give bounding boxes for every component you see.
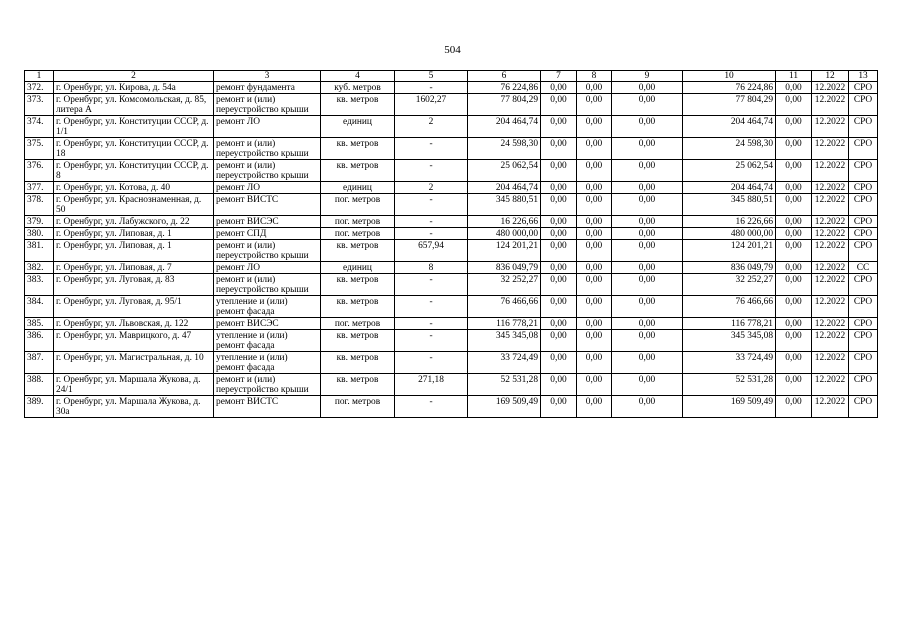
address-cell: г. Оренбург, ул. Луговая, д. 83 bbox=[54, 274, 214, 296]
work-type-cell: ремонт и (или) переустройство крыши bbox=[214, 138, 321, 160]
column-number-header: 13 bbox=[849, 71, 878, 82]
funding-method-cell: СРО bbox=[849, 138, 878, 160]
quantity-cell: - bbox=[395, 330, 468, 352]
cost-column-10-cell: 76 466,66 bbox=[683, 296, 776, 318]
quantity-cell: - bbox=[395, 352, 468, 374]
deadline-cell: 12.2022 bbox=[812, 138, 849, 160]
cost-column-10-cell: 169 509,49 bbox=[683, 396, 776, 418]
row-number: 387. bbox=[25, 352, 54, 374]
cost-column-11-cell: 0,00 bbox=[776, 352, 812, 374]
cost-column-7-cell: 0,00 bbox=[541, 240, 577, 262]
total-cost-cell: 76 466,66 bbox=[468, 296, 541, 318]
row-number: 374. bbox=[25, 116, 54, 138]
cost-column-9-cell: 0,00 bbox=[612, 216, 683, 228]
cost-column-9-cell: 0,00 bbox=[612, 262, 683, 274]
row-number: 381. bbox=[25, 240, 54, 262]
table-row bbox=[25, 352, 878, 374]
table-row bbox=[25, 160, 878, 182]
column-number-header: 6 bbox=[468, 71, 541, 82]
work-type-cell: ремонт и (или) переустройство крыши bbox=[214, 274, 321, 296]
cost-column-7-cell: 0,00 bbox=[541, 262, 577, 274]
cost-column-9-cell: 0,00 bbox=[612, 352, 683, 374]
funding-method-cell: СРО bbox=[849, 82, 878, 94]
row-number: 375. bbox=[25, 138, 54, 160]
quantity-cell: 2 bbox=[395, 182, 468, 194]
cost-column-7-cell: 0,00 bbox=[541, 138, 577, 160]
cost-column-8-cell: 0,00 bbox=[577, 330, 612, 352]
work-type-cell: ремонт ЛО bbox=[214, 262, 321, 274]
total-cost-cell: 345 880,51 bbox=[468, 194, 541, 216]
work-type-cell: ремонт фундамента bbox=[214, 82, 321, 94]
work-type-cell: утепление и (или) ремонт фасада bbox=[214, 330, 321, 352]
work-type-cell: ремонт ЛО bbox=[214, 182, 321, 194]
column-number-header: 8 bbox=[577, 71, 612, 82]
address-cell: г. Оренбург, ул. Луговая, д. 95/1 bbox=[54, 296, 214, 318]
row-number: 372. bbox=[25, 82, 54, 94]
cost-column-7-cell: 0,00 bbox=[541, 182, 577, 194]
address-cell: г. Оренбург, ул. Львовская, д. 122 bbox=[54, 318, 214, 330]
cost-column-11-cell: 0,00 bbox=[776, 296, 812, 318]
deadline-cell: 12.2022 bbox=[812, 160, 849, 182]
cost-column-11-cell: 0,00 bbox=[776, 374, 812, 396]
work-type-cell: ремонт ВИСТС bbox=[214, 194, 321, 216]
table-row bbox=[25, 116, 878, 138]
work-type-cell: ремонт ВИСТС bbox=[214, 396, 321, 418]
total-cost-cell: 836 049,79 bbox=[468, 262, 541, 274]
total-cost-cell: 16 226,66 bbox=[468, 216, 541, 228]
cost-column-8-cell: 0,00 bbox=[577, 94, 612, 116]
row-number: 380. bbox=[25, 228, 54, 240]
address-cell: г. Оренбург, ул. Липовая, д. 7 bbox=[54, 262, 214, 274]
funding-method-cell: СРО bbox=[849, 296, 878, 318]
row-number: 383. bbox=[25, 274, 54, 296]
address-cell: г. Оренбург, ул. Маврицкого, д. 47 bbox=[54, 330, 214, 352]
deadline-cell: 12.2022 bbox=[812, 330, 849, 352]
column-number-header: 3 bbox=[214, 71, 321, 82]
cost-column-7-cell: 0,00 bbox=[541, 160, 577, 182]
unit-cell: кв. метров bbox=[321, 138, 395, 160]
address-cell: г. Оренбург, ул. Конституции СССР, д. 18 bbox=[54, 138, 214, 160]
quantity-cell: - bbox=[395, 82, 468, 94]
cost-column-7-cell: 0,00 bbox=[541, 374, 577, 396]
cost-column-8-cell: 0,00 bbox=[577, 160, 612, 182]
address-cell: г. Оренбург, ул. Лабужского, д. 22 bbox=[54, 216, 214, 228]
quantity-cell: 2 bbox=[395, 116, 468, 138]
quantity-cell: 8 bbox=[395, 262, 468, 274]
column-number-header: 1 bbox=[25, 71, 54, 82]
total-cost-cell: 169 509,49 bbox=[468, 396, 541, 418]
cost-column-11-cell: 0,00 bbox=[776, 216, 812, 228]
deadline-cell: 12.2022 bbox=[812, 182, 849, 194]
cost-column-11-cell: 0,00 bbox=[776, 330, 812, 352]
column-number-header: 10 bbox=[683, 71, 776, 82]
row-number: 377. bbox=[25, 182, 54, 194]
quantity-cell: 1602,27 bbox=[395, 94, 468, 116]
address-cell: г. Оренбург, ул. Комсомольская, д. 85, литера А bbox=[54, 94, 214, 116]
cost-column-10-cell: 25 062,54 bbox=[683, 160, 776, 182]
total-cost-cell: 33 724,49 bbox=[468, 352, 541, 374]
address-cell: г. Оренбург, ул. Конституции СССР, д. 8 bbox=[54, 160, 214, 182]
funding-method-cell: СРО bbox=[849, 228, 878, 240]
column-number-row bbox=[25, 71, 878, 82]
total-cost-cell: 124 201,21 bbox=[468, 240, 541, 262]
unit-cell: пог. метров bbox=[321, 216, 395, 228]
cost-column-10-cell: 204 464,74 bbox=[683, 182, 776, 194]
work-type-cell: ремонт и (или) переустройство крыши bbox=[214, 160, 321, 182]
cost-column-8-cell: 0,00 bbox=[577, 240, 612, 262]
address-cell: г. Оренбург, ул. Магистральная, д. 10 bbox=[54, 352, 214, 374]
address-cell: г. Оренбург, ул. Маршала Жукова, д. 30а bbox=[54, 396, 214, 418]
deadline-cell: 12.2022 bbox=[812, 374, 849, 396]
total-cost-cell: 77 804,29 bbox=[468, 94, 541, 116]
funding-method-cell: СРО bbox=[849, 318, 878, 330]
cost-column-10-cell: 33 724,49 bbox=[683, 352, 776, 374]
table-row bbox=[25, 194, 878, 216]
row-number: 376. bbox=[25, 160, 54, 182]
row-number: 378. bbox=[25, 194, 54, 216]
cost-column-7-cell: 0,00 bbox=[541, 318, 577, 330]
cost-column-8-cell: 0,00 bbox=[577, 82, 612, 94]
quantity-cell: 271,18 bbox=[395, 374, 468, 396]
quantity-cell: - bbox=[395, 296, 468, 318]
work-type-cell: утепление и (или) ремонт фасада bbox=[214, 352, 321, 374]
address-cell: г. Оренбург, ул. Котова, д. 40 bbox=[54, 182, 214, 194]
cost-column-11-cell: 0,00 bbox=[776, 318, 812, 330]
column-number-header: 9 bbox=[612, 71, 683, 82]
cost-column-10-cell: 345 345,08 bbox=[683, 330, 776, 352]
cost-column-7-cell: 0,00 bbox=[541, 116, 577, 138]
work-type-cell: утепление и (или) ремонт фасада bbox=[214, 296, 321, 318]
quantity-cell: - bbox=[395, 194, 468, 216]
cost-column-10-cell: 76 224,86 bbox=[683, 82, 776, 94]
table-row bbox=[25, 82, 878, 94]
table-row bbox=[25, 216, 878, 228]
row-number: 384. bbox=[25, 296, 54, 318]
row-number: 382. bbox=[25, 262, 54, 274]
cost-column-7-cell: 0,00 bbox=[541, 194, 577, 216]
funding-method-cell: СРО bbox=[849, 330, 878, 352]
cost-column-9-cell: 0,00 bbox=[612, 138, 683, 160]
deadline-cell: 12.2022 bbox=[812, 82, 849, 94]
address-cell: г. Оренбург, ул. Кирова, д. 54а bbox=[54, 82, 214, 94]
cost-column-11-cell: 0,00 bbox=[776, 116, 812, 138]
total-cost-cell: 204 464,74 bbox=[468, 182, 541, 194]
cost-column-11-cell: 0,00 bbox=[776, 160, 812, 182]
unit-cell: куб. метров bbox=[321, 82, 395, 94]
quantity-cell: - bbox=[395, 318, 468, 330]
row-number: 389. bbox=[25, 396, 54, 418]
work-type-cell: ремонт и (или) переустройство крыши bbox=[214, 374, 321, 396]
cost-column-10-cell: 24 598,30 bbox=[683, 138, 776, 160]
column-number-header: 7 bbox=[541, 71, 577, 82]
cost-column-10-cell: 480 000,00 bbox=[683, 228, 776, 240]
funding-method-cell: СРО bbox=[849, 182, 878, 194]
cost-column-8-cell: 0,00 bbox=[577, 194, 612, 216]
unit-cell: кв. метров bbox=[321, 274, 395, 296]
unit-cell: кв. метров bbox=[321, 94, 395, 116]
cost-column-9-cell: 0,00 bbox=[612, 274, 683, 296]
cost-column-8-cell: 0,00 bbox=[577, 138, 612, 160]
total-cost-cell: 204 464,74 bbox=[468, 116, 541, 138]
address-cell: г. Оренбург, ул. Краснознаменная, д. 50 bbox=[54, 194, 214, 216]
cost-column-9-cell: 0,00 bbox=[612, 240, 683, 262]
work-type-cell: ремонт ЛО bbox=[214, 116, 321, 138]
row-number: 385. bbox=[25, 318, 54, 330]
quantity-cell: - bbox=[395, 160, 468, 182]
quantity-cell: - bbox=[395, 274, 468, 296]
funding-method-cell: СРО bbox=[849, 396, 878, 418]
total-cost-cell: 32 252,27 bbox=[468, 274, 541, 296]
repair-register-table bbox=[24, 70, 878, 418]
deadline-cell: 12.2022 bbox=[812, 318, 849, 330]
work-type-cell: ремонт ВИСЭС bbox=[214, 216, 321, 228]
cost-column-7-cell: 0,00 bbox=[541, 216, 577, 228]
cost-column-9-cell: 0,00 bbox=[612, 374, 683, 396]
cost-column-10-cell: 52 531,28 bbox=[683, 374, 776, 396]
deadline-cell: 12.2022 bbox=[812, 352, 849, 374]
funding-method-cell: СРО bbox=[849, 194, 878, 216]
address-cell: г. Оренбург, ул. Маршала Жукова, д. 24/1 bbox=[54, 374, 214, 396]
funding-method-cell: СРО bbox=[849, 160, 878, 182]
funding-method-cell: СРО bbox=[849, 216, 878, 228]
cost-column-11-cell: 0,00 bbox=[776, 274, 812, 296]
cost-column-8-cell: 0,00 bbox=[577, 374, 612, 396]
cost-column-8-cell: 0,00 bbox=[577, 396, 612, 418]
deadline-cell: 12.2022 bbox=[812, 94, 849, 116]
table-row bbox=[25, 374, 878, 396]
column-number-header: 5 bbox=[395, 71, 468, 82]
table-row bbox=[25, 138, 878, 160]
deadline-cell: 12.2022 bbox=[812, 194, 849, 216]
total-cost-cell: 24 598,30 bbox=[468, 138, 541, 160]
total-cost-cell: 345 345,08 bbox=[468, 330, 541, 352]
row-number: 379. bbox=[25, 216, 54, 228]
unit-cell: единиц bbox=[321, 116, 395, 138]
address-cell: г. Оренбург, ул. Конституции СССР, д. 1/1 bbox=[54, 116, 214, 138]
cost-column-7-cell: 0,00 bbox=[541, 94, 577, 116]
total-cost-cell: 76 224,86 bbox=[468, 82, 541, 94]
deadline-cell: 12.2022 bbox=[812, 396, 849, 418]
cost-column-8-cell: 0,00 bbox=[577, 352, 612, 374]
table-row bbox=[25, 94, 878, 116]
unit-cell: единиц bbox=[321, 262, 395, 274]
address-cell: г. Оренбург, ул. Липовая, д. 1 bbox=[54, 228, 214, 240]
cost-column-10-cell: 204 464,74 bbox=[683, 116, 776, 138]
unit-cell: единиц bbox=[321, 182, 395, 194]
cost-column-10-cell: 345 880,51 bbox=[683, 194, 776, 216]
cost-column-11-cell: 0,00 bbox=[776, 396, 812, 418]
cost-column-8-cell: 0,00 bbox=[577, 228, 612, 240]
funding-method-cell: СРО bbox=[849, 94, 878, 116]
cost-column-8-cell: 0,00 bbox=[577, 182, 612, 194]
cost-column-9-cell: 0,00 bbox=[612, 182, 683, 194]
unit-cell: пог. метров bbox=[321, 228, 395, 240]
table-row bbox=[25, 330, 878, 352]
cost-column-9-cell: 0,00 bbox=[612, 228, 683, 240]
unit-cell: кв. метров bbox=[321, 160, 395, 182]
cost-column-8-cell: 0,00 bbox=[577, 318, 612, 330]
unit-cell: кв. метров bbox=[321, 296, 395, 318]
cost-column-8-cell: 0,00 bbox=[577, 262, 612, 274]
work-type-cell: ремонт и (или) переустройство крыши bbox=[214, 240, 321, 262]
quantity-cell: - bbox=[395, 228, 468, 240]
unit-cell: пог. метров bbox=[321, 396, 395, 418]
cost-column-9-cell: 0,00 bbox=[612, 194, 683, 216]
funding-method-cell: СРО bbox=[849, 274, 878, 296]
total-cost-cell: 52 531,28 bbox=[468, 374, 541, 396]
quantity-cell: - bbox=[395, 216, 468, 228]
cost-column-7-cell: 0,00 bbox=[541, 396, 577, 418]
table-row bbox=[25, 296, 878, 318]
unit-cell: пог. метров bbox=[321, 318, 395, 330]
deadline-cell: 12.2022 bbox=[812, 262, 849, 274]
cost-column-11-cell: 0,00 bbox=[776, 228, 812, 240]
quantity-cell: - bbox=[395, 396, 468, 418]
table-row bbox=[25, 318, 878, 330]
cost-column-10-cell: 116 778,21 bbox=[683, 318, 776, 330]
cost-column-9-cell: 0,00 bbox=[612, 396, 683, 418]
column-number-header: 4 bbox=[321, 71, 395, 82]
table-body bbox=[25, 82, 878, 418]
cost-column-7-cell: 0,00 bbox=[541, 296, 577, 318]
total-cost-cell: 25 062,54 bbox=[468, 160, 541, 182]
cost-column-8-cell: 0,00 bbox=[577, 274, 612, 296]
row-number: 388. bbox=[25, 374, 54, 396]
work-type-cell: ремонт и (или) переустройство крыши bbox=[214, 94, 321, 116]
table-row bbox=[25, 228, 878, 240]
cost-column-9-cell: 0,00 bbox=[612, 330, 683, 352]
cost-column-10-cell: 16 226,66 bbox=[683, 216, 776, 228]
funding-method-cell: СРО bbox=[849, 352, 878, 374]
cost-column-8-cell: 0,00 bbox=[577, 116, 612, 138]
table-row bbox=[25, 274, 878, 296]
total-cost-cell: 116 778,21 bbox=[468, 318, 541, 330]
cost-column-8-cell: 0,00 bbox=[577, 296, 612, 318]
row-number: 373. bbox=[25, 94, 54, 116]
unit-cell: кв. метров bbox=[321, 374, 395, 396]
cost-column-10-cell: 124 201,21 bbox=[683, 240, 776, 262]
funding-method-cell: СРО bbox=[849, 374, 878, 396]
table-row bbox=[25, 262, 878, 274]
funding-method-cell: СРО bbox=[849, 116, 878, 138]
cost-column-10-cell: 836 049,79 bbox=[683, 262, 776, 274]
unit-cell: кв. метров bbox=[321, 330, 395, 352]
column-number-header: 12 bbox=[812, 71, 849, 82]
cost-column-9-cell: 0,00 bbox=[612, 94, 683, 116]
row-number: 386. bbox=[25, 330, 54, 352]
table-row bbox=[25, 182, 878, 194]
cost-column-11-cell: 0,00 bbox=[776, 94, 812, 116]
cost-column-11-cell: 0,00 bbox=[776, 194, 812, 216]
unit-cell: пог. метров bbox=[321, 194, 395, 216]
cost-column-7-cell: 0,00 bbox=[541, 330, 577, 352]
cost-column-9-cell: 0,00 bbox=[612, 318, 683, 330]
table-row bbox=[25, 396, 878, 418]
quantity-cell: 657,94 bbox=[395, 240, 468, 262]
deadline-cell: 12.2022 bbox=[812, 228, 849, 240]
cost-column-11-cell: 0,00 bbox=[776, 262, 812, 274]
deadline-cell: 12.2022 bbox=[812, 116, 849, 138]
deadline-cell: 12.2022 bbox=[812, 274, 849, 296]
work-type-cell: ремонт ВИСЭС bbox=[214, 318, 321, 330]
cost-column-7-cell: 0,00 bbox=[541, 228, 577, 240]
funding-method-cell: СРО bbox=[849, 240, 878, 262]
column-number-header: 2 bbox=[54, 71, 214, 82]
funding-method-cell: СС bbox=[849, 262, 878, 274]
cost-column-11-cell: 0,00 bbox=[776, 240, 812, 262]
column-number-header: 11 bbox=[776, 71, 812, 82]
total-cost-cell: 480 000,00 bbox=[468, 228, 541, 240]
deadline-cell: 12.2022 bbox=[812, 240, 849, 262]
quantity-cell: - bbox=[395, 138, 468, 160]
cost-column-11-cell: 0,00 bbox=[776, 182, 812, 194]
deadline-cell: 12.2022 bbox=[812, 216, 849, 228]
cost-column-8-cell: 0,00 bbox=[577, 216, 612, 228]
cost-column-9-cell: 0,00 bbox=[612, 296, 683, 318]
unit-cell: кв. метров bbox=[321, 352, 395, 374]
cost-column-11-cell: 0,00 bbox=[776, 138, 812, 160]
cost-column-9-cell: 0,00 bbox=[612, 160, 683, 182]
cost-column-7-cell: 0,00 bbox=[541, 352, 577, 374]
work-type-cell: ремонт СПД bbox=[214, 228, 321, 240]
cost-column-10-cell: 77 804,29 bbox=[683, 94, 776, 116]
cost-column-9-cell: 0,00 bbox=[612, 82, 683, 94]
unit-cell: кв. метров bbox=[321, 240, 395, 262]
address-cell: г. Оренбург, ул. Липовая, д. 1 bbox=[54, 240, 214, 262]
page-number: 504 bbox=[444, 44, 461, 56]
table-row bbox=[25, 240, 878, 262]
cost-column-7-cell: 0,00 bbox=[541, 274, 577, 296]
cost-column-10-cell: 32 252,27 bbox=[683, 274, 776, 296]
cost-column-9-cell: 0,00 bbox=[612, 116, 683, 138]
cost-column-7-cell: 0,00 bbox=[541, 82, 577, 94]
deadline-cell: 12.2022 bbox=[812, 296, 849, 318]
cost-column-11-cell: 0,00 bbox=[776, 82, 812, 94]
